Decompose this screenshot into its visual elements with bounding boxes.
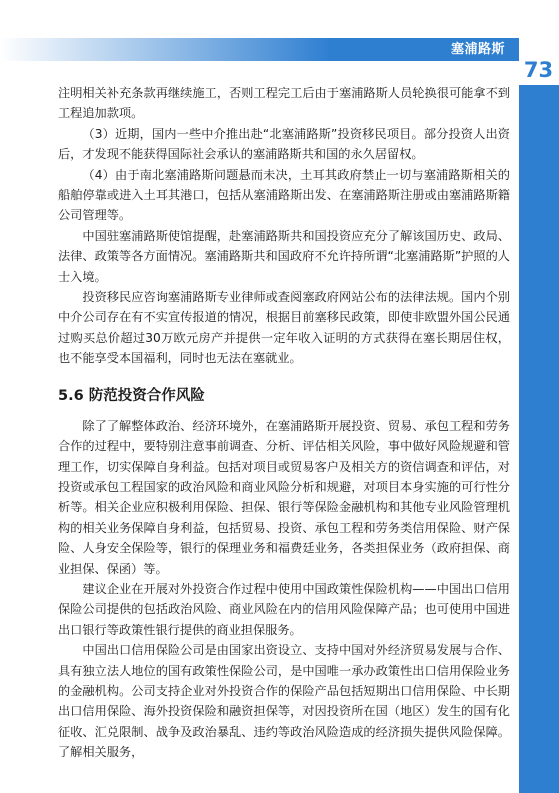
body-paragraph: 注明相关补充条款再继续施工，否则工程完工后由于塞浦路斯人员轮换很可能拿不到工程追加款项。 [58,86,510,121]
section-heading: 5.6 防范投资合作风险 [58,387,205,404]
page-number: 73 [523,58,554,82]
side-color-bar [519,85,559,793]
body-paragraph: 投资移民应咨询塞浦路斯专业律师或查阅塞政府网站公布的法律法规。国内个别中介公司存在有不实宣传报道的情况，根据目前塞移民政策，即使非欧盟外国公民通过购买总价超过30万欧元房产并提供一定年收入证明的方式获得在塞长期居住权，也不能享受本国福利，同时也无法在塞就业。 [58,290,510,366]
body-paragraph: （3）近期，国内一些中介推出赴“北塞浦路斯”投资移民项目。部分投资人出资后，才发现不能获得国际社会承认的塞浦路斯共和国的永久居留权。 [58,126,510,162]
running-header-title: 塞浦路斯 [450,42,505,57]
body-paragraph: 除了了解整体政治、经济环境外，在塞浦路斯开展投资、贸易、承包工程和劳务合作的过程中，要特别注意事前调查、分析、评估相关风险，事中做好风险规避和管理工作，切实保障自身利益。包括对项目或贸易客户及相关方的资信调查和评估，对投资或承包工程国家的政治风险和商业风险分析和规避，对项目本身实施的可行性分析等。相关企业应积极利用保险、担保、银行等保险金融机构和其他专业风险管理机构的相关业务保障自身利益，包括贸易、投资、承包工程和劳务类信用保险、财产保险、人身安全保险等，银行的保理业务和福费廷业务，各类担保业务（政府担保、商业担保、保函）等。 [58,418,510,576]
header-bar-gradient [0,38,330,61]
body-paragraph: （4）由于南北塞浦路斯问题悬而未决，土耳其政府禁止一切与塞浦路斯相关的船舶停靠或进入土耳其港口，包括从塞浦路斯出发、在塞浦路斯注册或由塞浦路斯籍公司管理等。 [58,167,510,223]
page-body [58,83,510,763]
body-paragraph: 中国出口信用保险公司是由国家出资设立、支持中国对外经济贸易发展与合作、具有独立法人地位的国有政策性保险公司，是中国唯一承办政策性出口信用保险业务的金融机构。公司支持企业对外投资合作的保险产品包括短期出口信用保险、中长期出口信用保险、海外投资保险和融资担保等，对因投资所在国（地区）发生的国有化征收、汇兑限制、战争及政治暴乱、违约等政治风险造成的经济损失提供风险保障。了解相关服务， [58,643,510,760]
body-paragraph: 建议企业在开展对外投资合作过程中使用中国政策性保险机构——中国出口信用保险公司提供的包括政治风险、商业风险在内的信用风险保障产品；也可使用中国进出口银行等政策性银行提供的商业担保服务。 [58,581,510,637]
body-paragraph: 中国驻塞浦路斯使馆提醒，赴塞浦路斯共和国投资应充分了解该国历史、政局、法律、政策等各方面情况。塞浦路斯共和国政府不允许持所谓“北塞浦路斯”护照的人士入境。 [58,228,510,284]
header-bar [0,38,519,61]
